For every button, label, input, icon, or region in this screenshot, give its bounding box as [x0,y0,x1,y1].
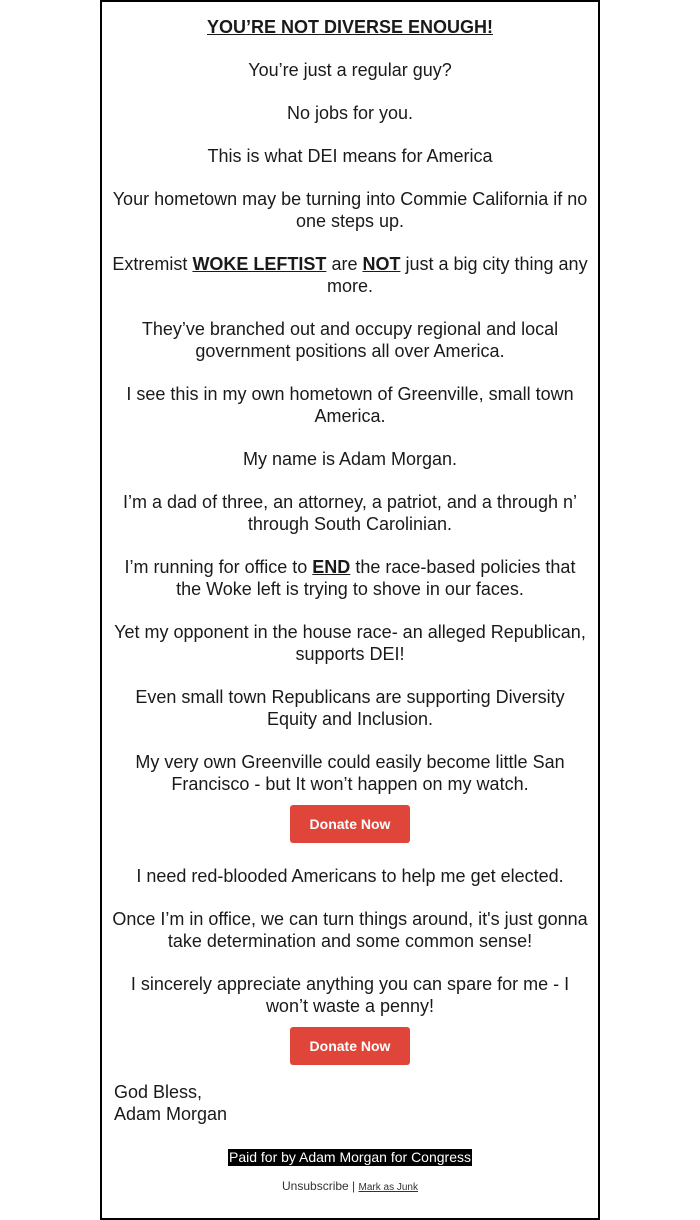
paragraph: Even small town Republicans are supporting Diversity Equity and Inclusion. [135,687,565,729]
signoff [112,1081,588,1125]
signoff-greeting: God Bless, [114,1082,203,1102]
donate-button[interactable]: Donate Now [290,805,410,843]
unsubscribe-link[interactable]: Unsubscribe [282,1179,349,1193]
paid-for-text: Paid for by Adam Morgan for Congress [228,1149,471,1165]
paragraph: No jobs for you. [286,103,414,123]
text: the race-based policies that the Woke left is trying to shove in our faces. [176,557,576,599]
donate-button[interactable]: Donate Now [290,1027,410,1065]
footer [112,1175,588,1199]
paragraph: I need red-blooded Americans to help me get elected. [136,866,564,886]
mark-as-junk-link[interactable]: Mark as Junk [358,1182,418,1193]
paragraph: I see this in my own hometown of Greenville, small town America. [126,384,574,426]
headline: YOU’RE NOT DIVERSE ENOUGH! [206,17,494,37]
email-body [102,2,598,1199]
signoff-name: Adam Morgan [114,1104,228,1124]
donate-button-container [112,1027,588,1065]
paragraph: Your hometown may be turning into Commie California if no one steps up. [112,189,588,231]
paragraph: My name is Adam Morgan. [242,449,458,469]
paid-for-disclaimer [112,1145,588,1167]
text: just a big city thing any more. [326,254,588,296]
paragraph: Once I’m in office, we can turn things around, it's just gonna take determination and some common sense! [112,909,588,951]
paragraph: This is what DEI means for America [207,146,493,166]
paragraph: My very own Greenville could easily become little San Francisco - but It won’t happen on my watch. [135,752,565,794]
emphasis-text: NOT [362,254,401,274]
email-frame [100,0,600,1220]
paragraph: Yet my opponent in the house race- an alleged Republican, supports DEI! [114,622,586,664]
paragraph: They’ve branched out and occupy regional and local government positions all over America. [141,319,559,361]
footer-separator: | [348,1179,359,1193]
emphasis-text: WOKE LEFTIST [192,254,327,274]
paragraph [112,556,588,600]
text: I’m running for office to [124,557,313,577]
donate-button-container [112,805,588,843]
text: Extremist [112,254,193,274]
paragraph [112,253,588,297]
emphasis-text: END [312,557,351,577]
paragraph: You’re just a regular guy? [248,60,452,80]
paragraph: I sincerely appreciate anything you can spare for me - I won’t waste a penny! [130,974,570,1016]
text: are [326,254,363,274]
paragraph: I’m a dad of three, an attorney, a patriot, and a through n’ through South Carolinian. [123,492,577,534]
